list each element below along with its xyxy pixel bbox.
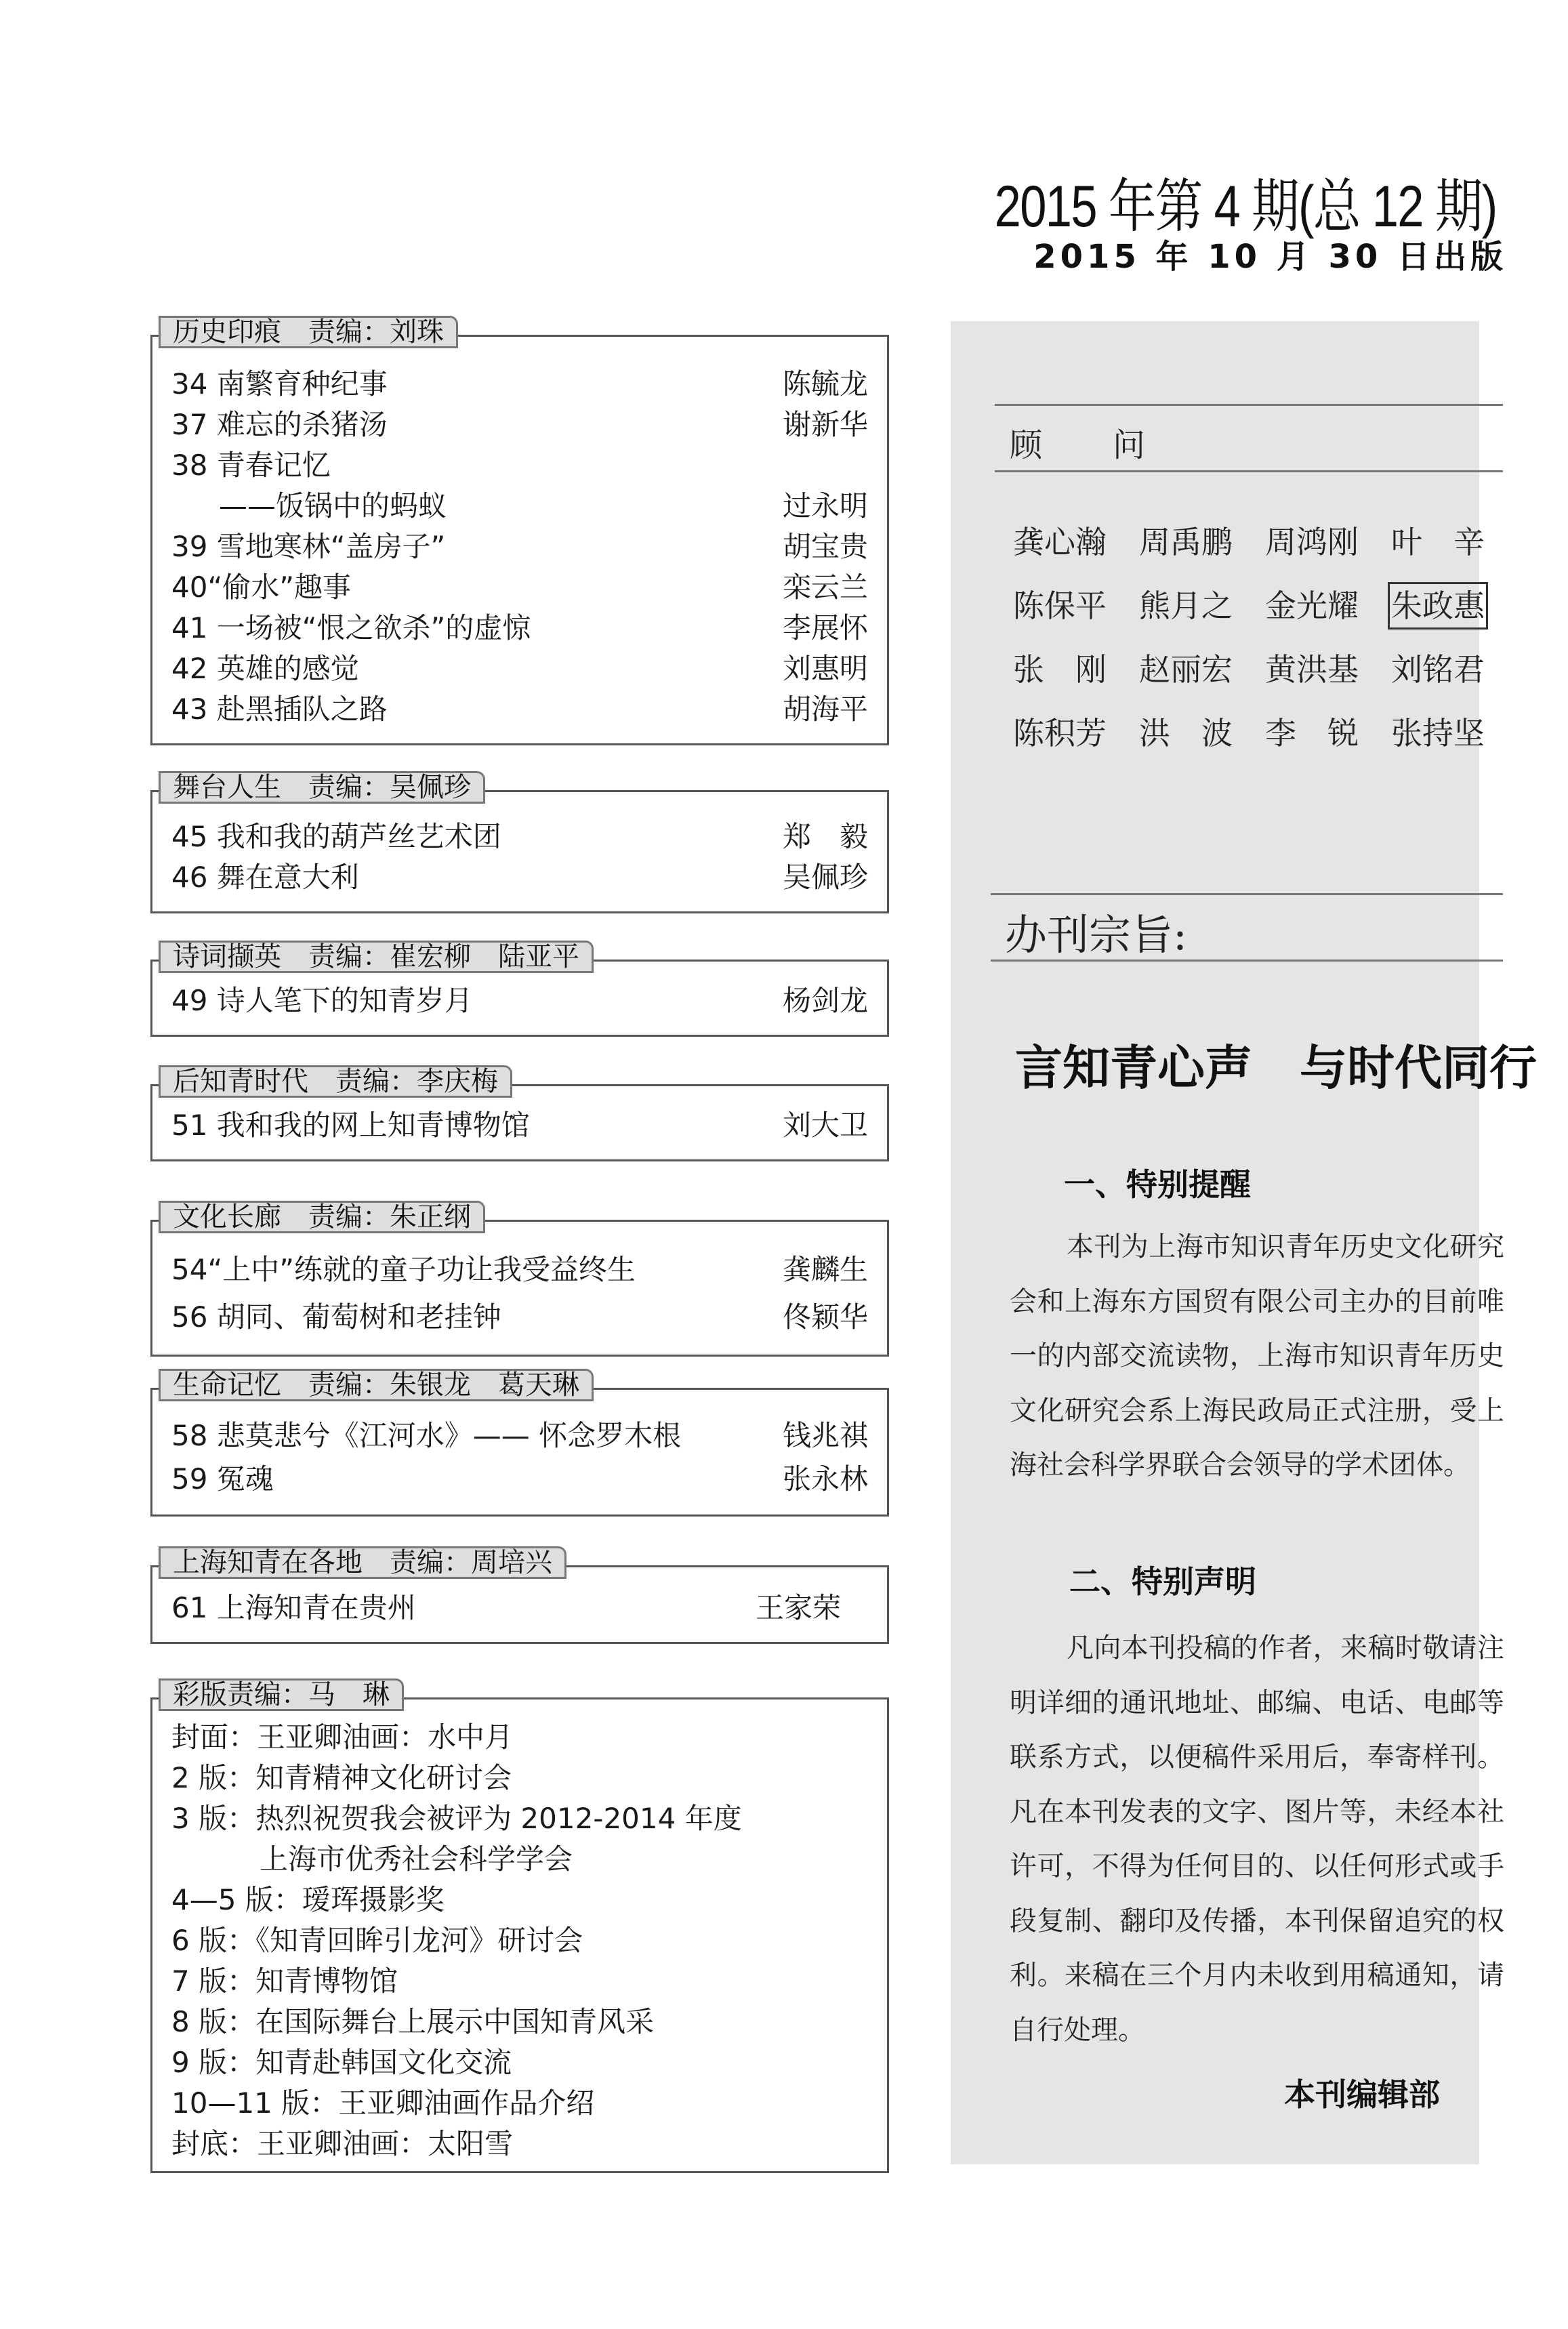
- color-page-line: 9 版：知青赴韩国文化交流: [171, 2046, 512, 2079]
- section-box: [150, 790, 889, 913]
- aim-heading: 办刊宗旨:: [1005, 910, 1187, 960]
- toc-entry: 51 我和我的网上知青博物馆 刘大卫: [171, 1109, 868, 1142]
- toc-entry: 39 雪地寒林“盖房子” 胡宝贵: [171, 530, 868, 563]
- section-shanghai-zhiqing: [150, 1547, 889, 1644]
- section-stage: [150, 772, 889, 913]
- section-culture: [150, 1201, 889, 1357]
- advisor-name: 龚心瀚: [1013, 524, 1107, 560]
- editorial-signature: 本刊编辑部: [1284, 2076, 1440, 2113]
- divider: [991, 960, 1503, 962]
- divider: [995, 470, 1503, 472]
- toc-entry: 42 英雄的感觉 刘惠明: [171, 652, 868, 685]
- advisor-name: 李 锐: [1265, 715, 1359, 751]
- section-tab: 历史印痕 责编：刘珠: [159, 316, 458, 348]
- section-life-memory: [150, 1369, 889, 1517]
- section-post-zhiqing: [150, 1066, 889, 1161]
- toc-entry: 34 南繁育种纪事 陈毓龙: [171, 367, 868, 400]
- advisor-name-boxed: 朱政惠: [1391, 585, 1485, 626]
- advisor-name: 陈积芳: [1013, 715, 1107, 751]
- toc-entry: 59 冤魂 张永林: [171, 1462, 868, 1496]
- color-page-line: 8 版：在国际舞台上展示中国知青风采: [171, 2005, 655, 2038]
- section-tab: 彩版责编：马 琳: [159, 1678, 404, 1711]
- color-page-line: 10—11 版：王亚卿油画作品介绍: [171, 2086, 595, 2120]
- toc-entry: 61 上海知青在贵州 王家荣: [171, 1591, 841, 1624]
- advisor-name: 金光耀: [1265, 588, 1359, 624]
- publish-date: 2015 年 10 月 30 日出版: [1033, 238, 1507, 276]
- section-box: [150, 1697, 889, 2173]
- color-page-line: 2 版：知青精神文化研讨会: [171, 1761, 512, 1794]
- advisor-name: 周禹鹏: [1139, 524, 1233, 560]
- reminder-heading: 一、特别提醒: [1064, 1166, 1251, 1203]
- motto: 言知青心声 与时代同行: [1015, 1040, 1537, 1096]
- advisor-name: 熊月之: [1139, 588, 1233, 624]
- toc-entry: 54“上中”练就的童子功让我受益终生 龚麟生: [171, 1253, 868, 1286]
- toc-entry: 46 舞在意大利 吴佩珍: [171, 861, 868, 894]
- divider: [995, 404, 1503, 406]
- advisor-name: 刘铭君: [1391, 651, 1485, 688]
- toc-entry: 56 胡同、葡萄树和老挂钟 佟颖华: [171, 1300, 868, 1334]
- section-tab: 诗词撷英 责编：崔宏柳 陆亚平: [159, 941, 594, 973]
- toc-entry: 37 难忘的杀猪汤 谢新华: [171, 408, 868, 441]
- section-tab: 舞台人生 责编：吴佩珍: [159, 771, 485, 804]
- toc-entry: 40“偷水”趣事 栾云兰: [171, 571, 868, 604]
- statement-heading: 二、特别声明: [1069, 1563, 1256, 1600]
- section-box: [150, 1388, 889, 1517]
- color-page-line: 封底：王亚卿油画：太阳雪: [171, 2127, 514, 2160]
- section-color-pages: [150, 1679, 889, 2173]
- section-box: [150, 1220, 889, 1357]
- reminder-text: 本刊为上海市知识青年历史文化研究会和上海东方国贸有限公司主办的目前唯一的内部交流读物，上海市知识青年历史文化研究会系上海民政局正式注册，受上海社会科学界联合会领导的学术团体。: [1010, 1231, 1504, 1481]
- section-tab: 文化长廊 责编：朱正纲: [159, 1201, 485, 1233]
- section-history: [150, 316, 889, 745]
- color-page-line: 4—5 版：瑷珲摄影奖: [171, 1883, 445, 1916]
- advisors-list: [1013, 522, 1501, 754]
- color-page-line: 上海市优秀社会科学学会: [260, 1842, 573, 1876]
- section-tab: 生命记忆 责编：朱银龙 葛天琳: [159, 1369, 594, 1401]
- toc-entry: 58 悲莫悲兮《江河水》—— 怀念罗木根 钱兆祺: [171, 1419, 868, 1452]
- color-page-line: 封面：王亚卿油画：水中月: [171, 1720, 514, 1754]
- divider: [991, 893, 1503, 895]
- advisor-name: 周鸿刚: [1265, 524, 1359, 560]
- advisor-name: 黄洪基: [1265, 651, 1359, 688]
- toc-entry: 41 一场被“恨之欲杀”的虚惊 李展怀: [171, 611, 868, 644]
- advisor-name: 叶 辛: [1391, 524, 1485, 560]
- advisor-name: 陈保平: [1013, 588, 1107, 624]
- color-page-line: 6 版：《知青回眸引龙河》研讨会: [171, 1924, 583, 1957]
- advisors-heading: 顾 问: [1010, 426, 1165, 464]
- toc-entry: 45 我和我的葫芦丝艺术团 郑 毅: [171, 820, 868, 853]
- section-tab: 上海知青在各地 责编：周培兴: [159, 1546, 566, 1579]
- advisor-name: 张 刚: [1013, 651, 1107, 688]
- toc-entry: ——饭锅中的蚂蚁 过永明: [219, 489, 868, 522]
- section-box: [150, 335, 889, 745]
- issue-title: 2015 年第 4 期(总 12 期): [995, 174, 1497, 239]
- color-page-line: 7 版：知青博物馆: [171, 1964, 398, 1998]
- advisor-name: 赵丽宏: [1139, 651, 1233, 688]
- section-poetry: [150, 941, 889, 1037]
- advisor-name: 洪 波: [1139, 715, 1233, 751]
- advisor-name: 张持坚: [1391, 715, 1485, 751]
- section-tab: 后知青时代 责编：李庆梅: [159, 1065, 512, 1098]
- toc-entry: 38 青春记忆: [171, 449, 331, 482]
- toc-entry: 43 赴黑插队之路 胡海平: [171, 693, 868, 726]
- statement-text: 凡向本刊投稿的作者，来稿时敬请注明详细的通讯地址、邮编、电话、电邮等联系方式，以便稿件采用后，奉寄样刊。凡在本刊发表的文字、图片等，未经本社许可，不得为任何目的、以任何形式或手段复制、翻印及传播，本刊保留追究的权利。来稿在三个月内未收到用稿通知，请自行处理。: [1010, 1632, 1504, 2046]
- color-page-line: 3 版：热烈祝贺我会被评为 2012-2014 年度: [171, 1802, 742, 1835]
- toc-entry: 49 诗人笔下的知青岁月 杨剑龙: [171, 984, 868, 1017]
